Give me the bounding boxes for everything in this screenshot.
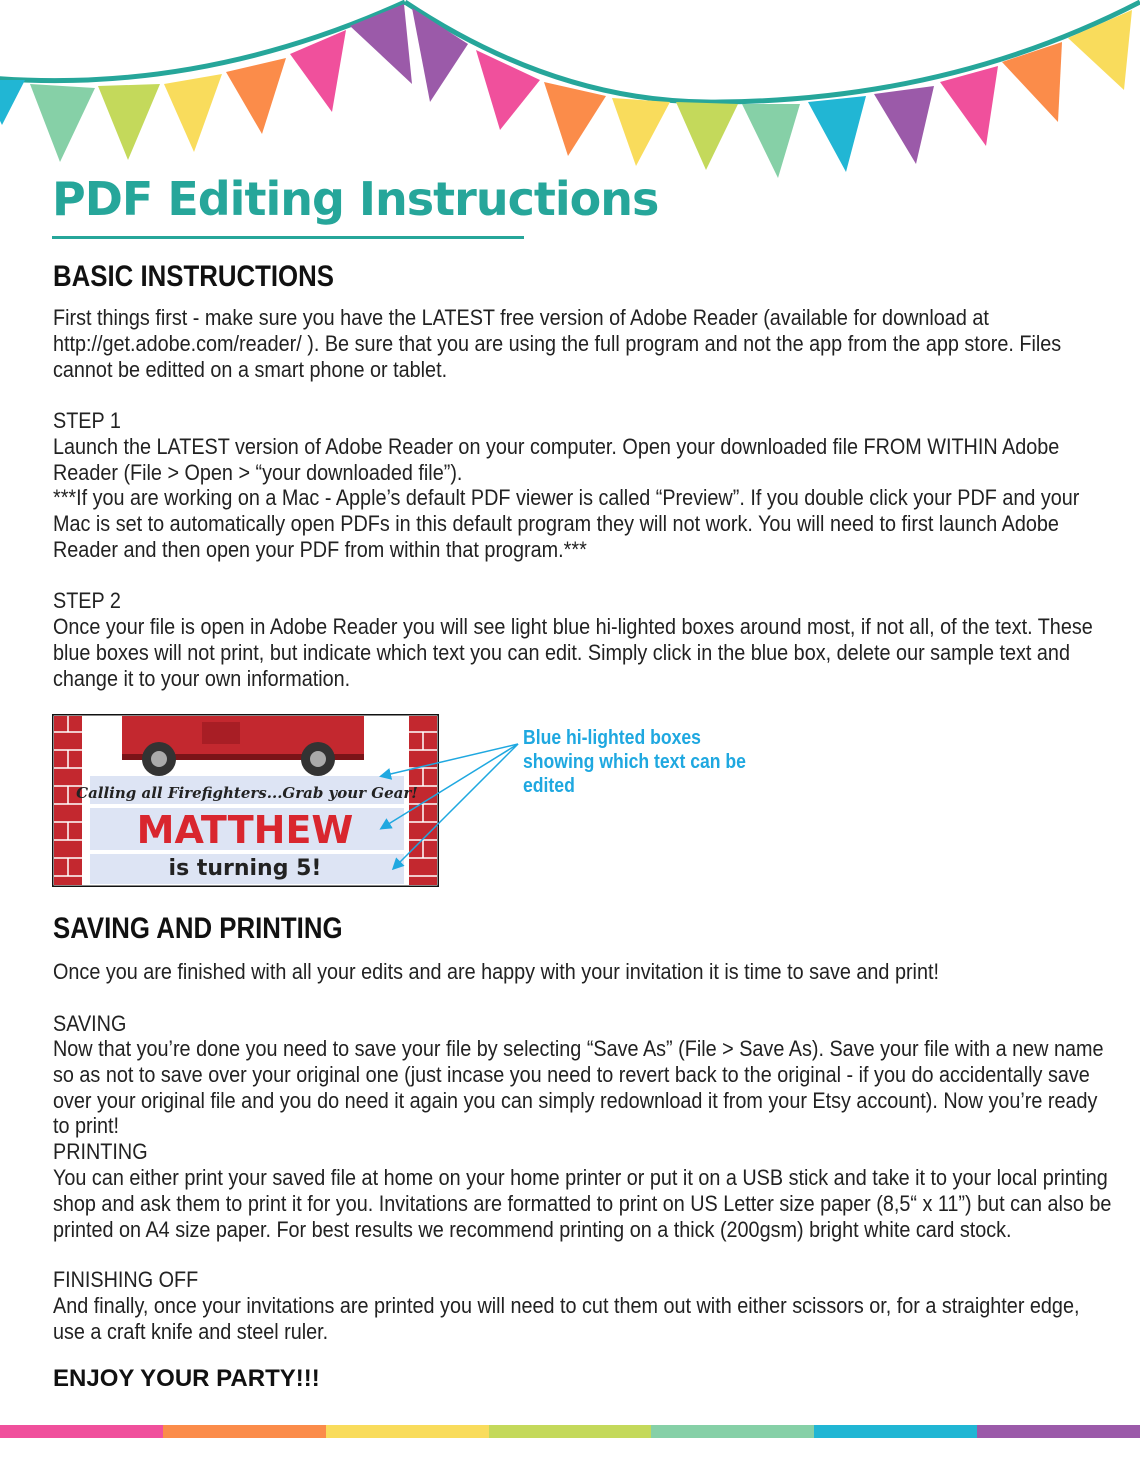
bunting-flag xyxy=(98,84,160,160)
callout-arrows xyxy=(370,740,530,880)
bunting-flag xyxy=(350,4,412,84)
printing-label: PRINTING xyxy=(53,1139,148,1164)
step2-label: STEP 2 xyxy=(53,588,121,613)
bunting-flag xyxy=(476,50,540,130)
step2-text: Once your file is open in Adobe Reader you will see light blue hi-lighted boxes around most, if not all, of the text. These blue boxes will not print, but indicate which text you can edit. Simply click in the blue box, delete our sample text and change it to your own information. xyxy=(53,614,1093,691)
step1-mac-note: ***If you are working on a Mac - Apple’s default PDF viewer is called “Preview”. If you double click your PDF and your Mac is set to automatically open PDFs in this default program they will not work. You will need to first launch Adobe Reader and then open your PDF from within that program.*** xyxy=(53,485,1080,562)
bunting-flag xyxy=(30,84,95,162)
footer-color-segment xyxy=(326,1425,489,1438)
bunting-flag xyxy=(808,96,866,172)
saving-printing-heading: SAVING AND PRINTING xyxy=(53,912,343,945)
bunting-flag xyxy=(676,102,738,170)
rainbow-footer-bar xyxy=(0,1425,1140,1438)
bunting-flag xyxy=(226,58,286,134)
bunting-flag xyxy=(742,104,800,178)
saving-intro-text: Once you are finished with all your edits and are happy with your invitation it is time to save and print! xyxy=(53,959,939,984)
title-underline xyxy=(52,236,524,239)
saving-text: Now that you’re done you need to save your file by selecting “Save As” (File > Save As). Save your file with a new name so as not to save over your original one (just incase you need to revert back to the original - if you do accidentally save over your original file and you do need it again you can simply redownload it from your Etsy account). Now you’re ready to print! xyxy=(53,1036,1104,1139)
sample-line3: is turning 5! xyxy=(168,856,322,881)
bunting-flag xyxy=(874,86,934,164)
footer-color-segment xyxy=(651,1425,814,1438)
step1-label: STEP 1 xyxy=(53,408,121,433)
bunting-flag xyxy=(0,80,25,125)
basic-instructions-heading: BASIC INSTRUCTIONS xyxy=(53,260,334,293)
page-title: PDF Editing Instructions xyxy=(52,172,659,226)
basic-intro-text: First things first - make sure you have the LATEST free version of Adobe Reader (available for download at http://get.adobe.com/reader/ ). Be sure that you are using the full program and not the app from the app store. Files cannot be editted on a smart phone or tablet. xyxy=(53,305,1062,382)
bunting-flag xyxy=(612,98,670,166)
footer-color-segment xyxy=(489,1425,652,1438)
callout-label: Blue hi-lighted boxes showing which text can be edited xyxy=(523,727,746,797)
footer-color-segment xyxy=(977,1425,1140,1438)
footer-color-segment xyxy=(0,1425,163,1438)
bunting-banner xyxy=(0,0,1140,200)
sample-line1: Calling all Firefighters...Grab your Gear! xyxy=(76,784,418,802)
footer-color-segment xyxy=(814,1425,977,1438)
printing-text: You can either print your saved file at home on your home printer or put it on a USB stick and take it to your local printing shop and ask them to print it for you. Invitations are formatted to print on US Letter size paper (8,5“ x 11”) but can also be printed on A4 size paper. For best results we recommend printing on a thick (200gsm) bright white card stock. xyxy=(53,1165,1112,1242)
sample-name: MATTHEW xyxy=(136,808,354,852)
bunting-flag xyxy=(940,66,998,146)
bunting-flag xyxy=(164,74,222,152)
finishing-text: And finally, once your invitations are printed you will need to cut them out with either scissors or, for a straighter edge, use a craft knife and steel ruler. xyxy=(53,1293,1080,1344)
step1-text: Launch the LATEST version of Adobe Reader on your computer. Open your downloaded file FROM WITHIN Adobe Reader (File > Open > “your downloaded file”). xyxy=(53,434,1060,485)
footer-color-segment xyxy=(163,1425,326,1438)
bunting-flag xyxy=(544,82,606,156)
closing-message: ENJOY YOUR PARTY!!! xyxy=(53,1365,320,1392)
saving-label: SAVING xyxy=(53,1011,127,1036)
finishing-label: FINISHING OFF xyxy=(53,1267,199,1292)
